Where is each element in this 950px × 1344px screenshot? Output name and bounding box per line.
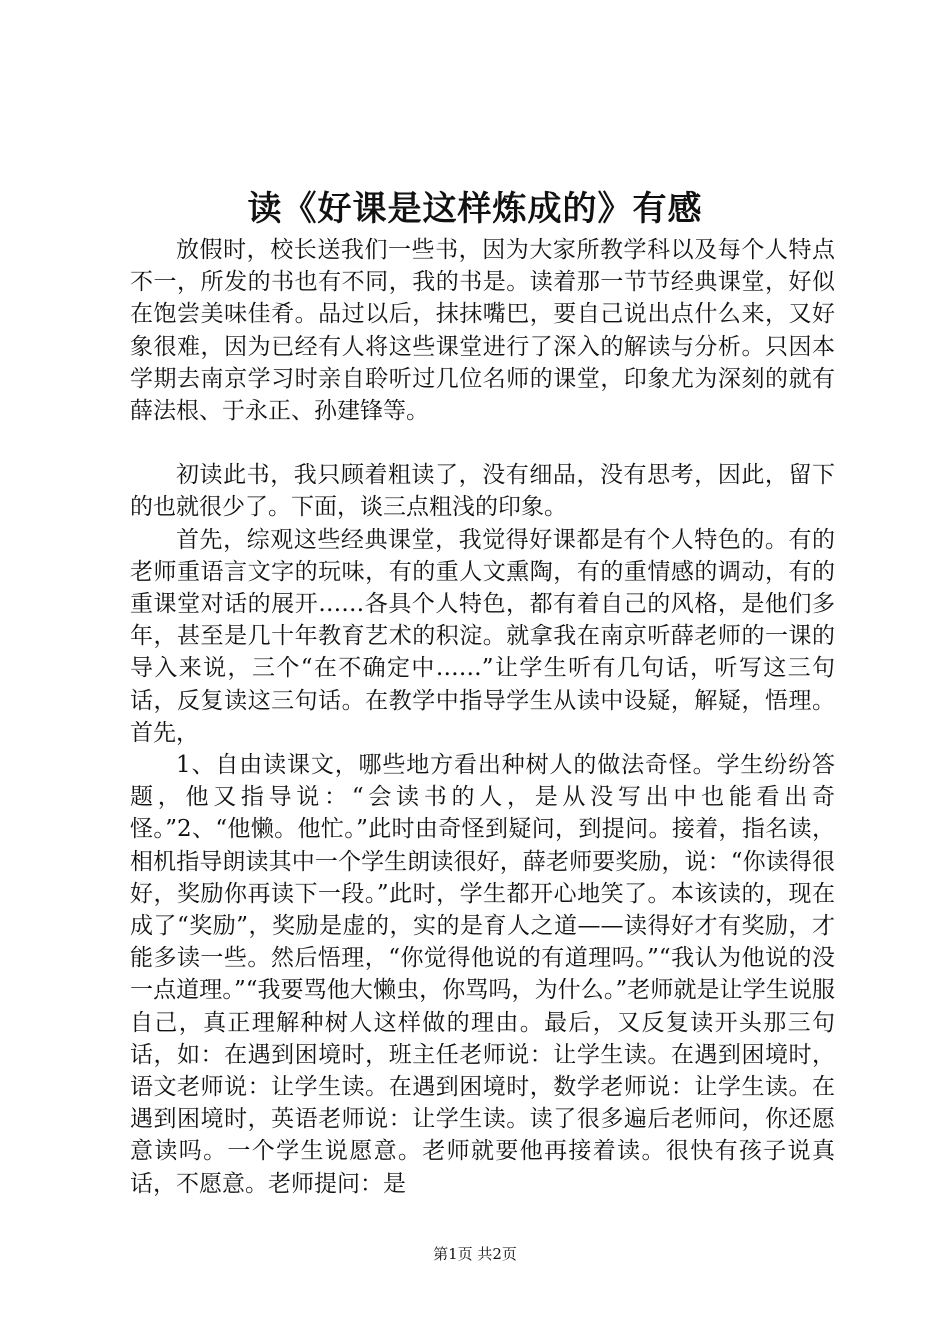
- paragraph-lesson-steps: 1、自由读课文，哪些地方看出种树人的做法奇怪。学生纷纷答题，他又指导说：“会读书的人，是从没写出中也能看出奇怪。”2、“他懒。他忙。”此时由奇怪到疑问，到提问。接着，指名读，相机指导朗读其中一个学生朗读很好，薛老师要奖励，说：“你读得很好，奖励你再读下一段。”此时，学生都开心地笑了。本该读的，现在成了“奖励”，奖励是虚的，实的是育人之道——读得好才有奖励，才能多读一些。然后悟理，“你觉得他说的有道理吗。”“我认为他说的没一点道理。”“我要骂他大懒虫，你骂吗，为什么。”老师就是让学生说服自己，真正理解种树人这样做的理由。最后，又反复读开头那三句话，如：在遇到困境时，班主任老师说：让学生读。在遇到困境时，语文老师说：让学生读。在遇到困境时，数学老师说：让学生读。在遇到困境时，英语老师说：让学生读。读了很多遍后老师问，你还愿意读吗。一个学生说愿意。老师就要他再接着读。很快有孩子说真话，不愿意。老师提问：是: [130, 752, 835, 1197]
- document-title: 读《好课是这样炼成的》有感: [247, 189, 703, 229]
- paragraph-intro: 放假时，校长送我们一些书，因为大家所教学科以及每个人特点不一，所发的书也有不同，我的书是。读着那一节节经典课堂，好似在饱尝美味佳肴。品过以后，抹抹嘴巴，要自己说出点什么来，又好象很难，因为已经有人将这些课堂进行了深入的解读与分析。只因本学期去南京学习时亲自聆听过几位名师的课堂，印象尤为深刻的就有薛法根、于永正、孙建锋等。: [130, 237, 835, 425]
- paragraph-personal-style: 首先，综观这些经典课堂，我觉得好课都是有个人特色的。有的老师重语言文字的玩味，有的重人文熏陶，有的重情感的调动，有的重课堂对话的展开……各具个人特色，都有着自己的风格，是他们多年，甚至是几十年教育艺术的积淀。就拿我在南京听薛老师的一课的导入来说，三个“在不确定中……”让学生听有几句话，听写这三句话，反复读这三句话。在教学中指导学生从读中设疑，解疑，悟理。首先，: [130, 526, 835, 746]
- document-body: [130, 234, 835, 1200]
- page-number: 第1页 共2页: [433, 1245, 517, 1263]
- paragraph-first-reading: 初读此书，我只顾着粗读了，没有细品，没有思考，因此，留下的也就很少了。下面，谈三点粗浅的印象。: [130, 462, 835, 521]
